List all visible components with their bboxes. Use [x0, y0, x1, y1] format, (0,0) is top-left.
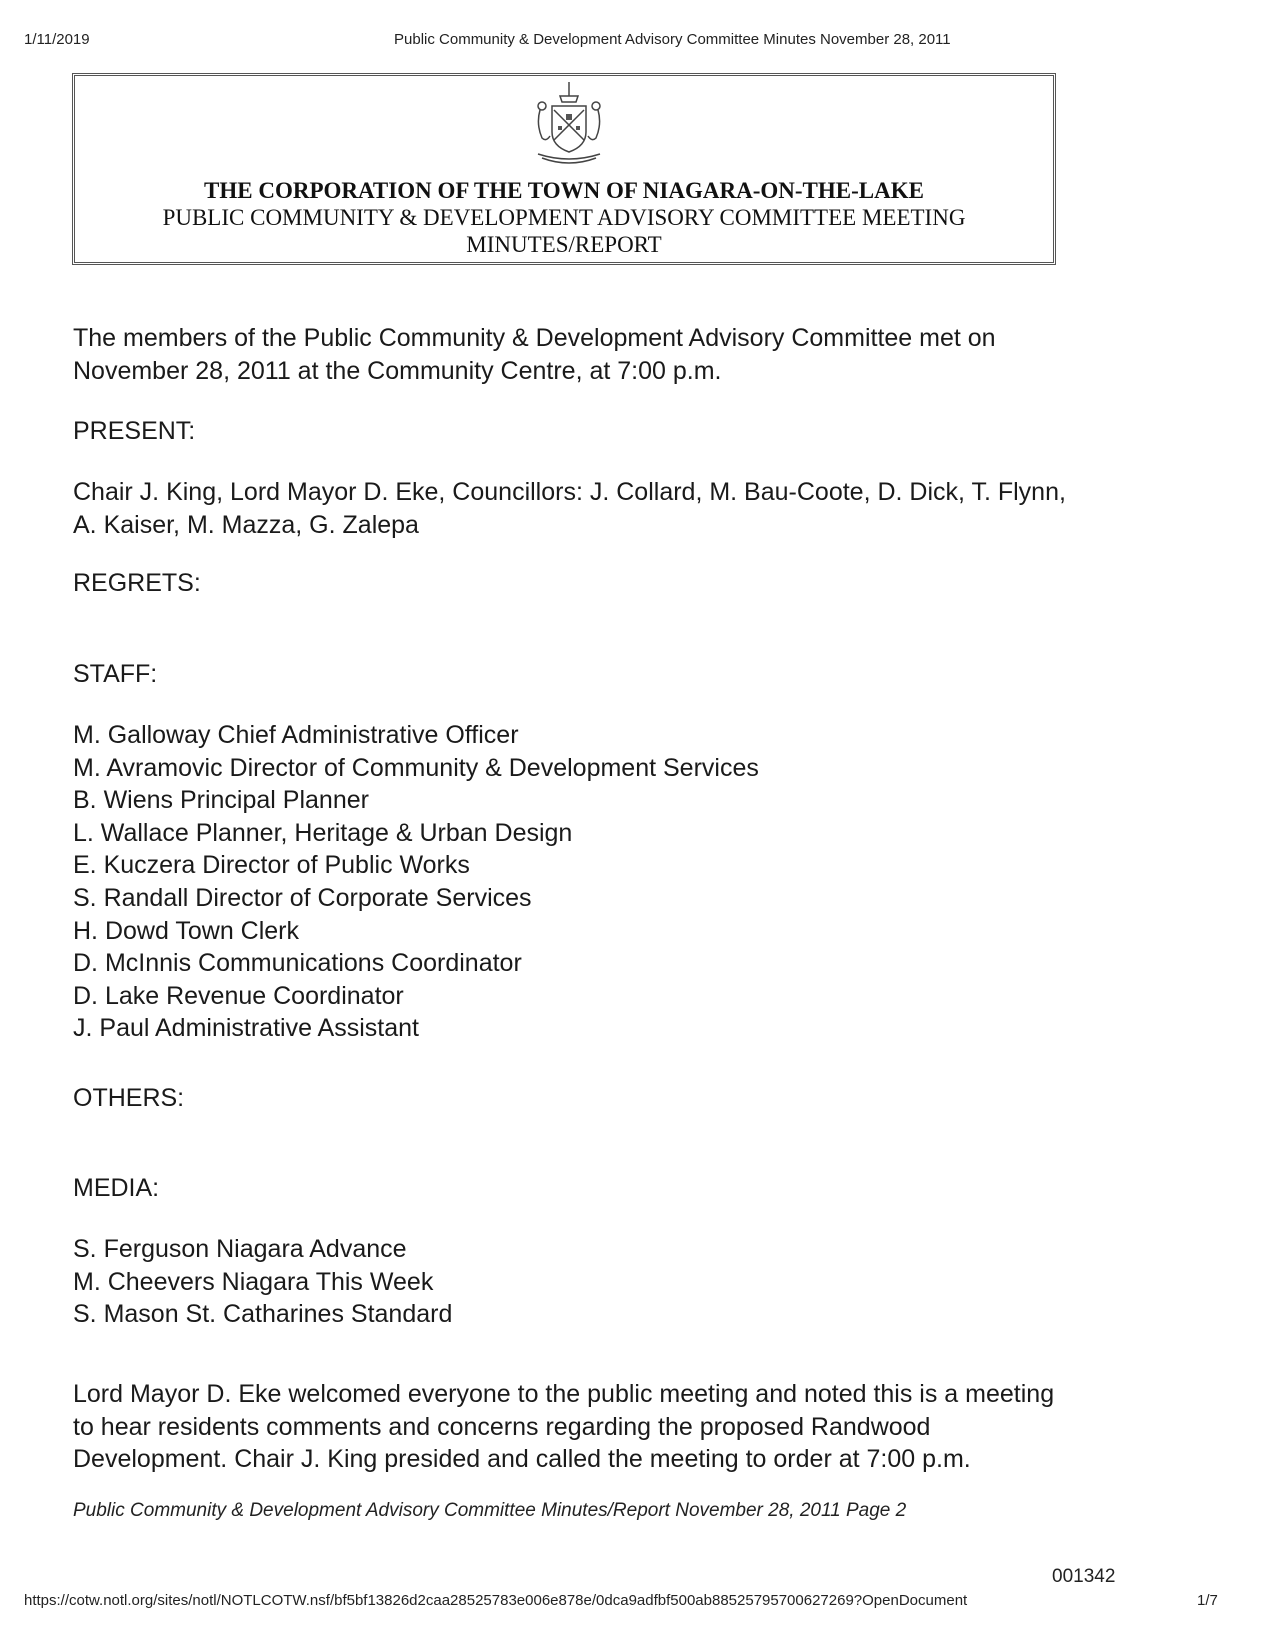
intro-line: November 28, 2011 at the Community Centre, at 7:00 p.m. — [73, 356, 722, 385]
document-banner — [72, 73, 1056, 265]
list-item: B. Wiens Principal Planner — [73, 786, 369, 815]
staff-list — [73, 719, 759, 1045]
list-item: H. Dowd Town Clerk — [73, 916, 300, 945]
media-heading: MEDIA: — [73, 1174, 160, 1202]
list-item: M. Cheevers Niagara This Week — [73, 1267, 434, 1296]
list-item: J. Paul Administrative Assistant — [73, 1014, 419, 1043]
committee-name: PUBLIC COMMUNITY & DEVELOPMENT ADVISORY COMMITTEE MEETING — [162, 205, 966, 230]
intro-line: The members of the Public Community & Development Advisory Committee met on — [73, 324, 996, 352]
corporation-name: THE CORPORATION OF THE TOWN OF NIAGARA-ON-THE-LAKE — [204, 178, 924, 203]
list-item: S. Randall Director of Corporate Services — [73, 883, 532, 912]
present-line: Chair J. King, Lord Mayor D. Eke, Councillors: J. Collard, M. Bau-Coote, D. Dick, T. Flynn, — [73, 478, 1066, 506]
closing-line: Lord Mayor D. Eke welcomed everyone to the public meeting and noted this is a meeting — [73, 1380, 1055, 1408]
list-item: E. Kuczera Director of Public Works — [73, 851, 470, 880]
closing-paragraph — [73, 1378, 1054, 1476]
report-type: MINUTES/REPORT — [466, 232, 662, 257]
list-item: S. Ferguson Niagara Advance — [73, 1235, 407, 1263]
staff-heading: STAFF: — [73, 660, 158, 688]
print-date: 1/11/2019 — [24, 31, 90, 48]
list-item: L. Wallace Planner, Heritage & Urban Design — [73, 818, 573, 847]
page-url[interactable]: https://cotw.notl.org/sites/notl/NOTLCOTW.nsf/bf5bf13826d2caa28525783e006e878e/0dca9adfbf500ab88525795700627269?OpenDocument — [24, 1592, 968, 1609]
document-number: 001342 — [1052, 1566, 1116, 1587]
others-heading: OTHERS: — [73, 1084, 185, 1112]
present-heading: PRESENT: — [73, 417, 196, 445]
closing-line: to hear residents comments and concerns regarding the proposed Randwood — [73, 1412, 931, 1441]
media-list — [73, 1233, 452, 1331]
page-count: 1/7 — [1197, 1592, 1218, 1609]
regrets-heading: REGRETS: — [73, 569, 201, 597]
list-item: D. McInnis Communications Coordinator — [73, 949, 522, 978]
list-item: D. Lake Revenue Coordinator — [73, 981, 404, 1010]
present-line: A. Kaiser, M. Mazza, G. Zalepa — [73, 510, 419, 539]
list-item: M. Galloway Chief Administrative Officer — [73, 721, 519, 749]
print-page-title: Public Community & Development Advisory Committee Minutes November 28, 2011 — [394, 31, 951, 48]
list-item: S. Mason St. Catharines Standard — [73, 1300, 453, 1329]
list-item: M. Avramovic Director of Community & Development Services — [73, 753, 759, 782]
town-crest-icon — [530, 80, 608, 168]
intro-paragraph — [73, 322, 996, 387]
page-footer-note: Public Community & Development Advisory Committee Minutes/Report November 28, 2011 Page 2 — [73, 1500, 907, 1521]
present-members — [73, 476, 1066, 541]
closing-line: Development. Chair J. King presided and called the meeting to order at 7:00 p.m. — [73, 1445, 971, 1474]
